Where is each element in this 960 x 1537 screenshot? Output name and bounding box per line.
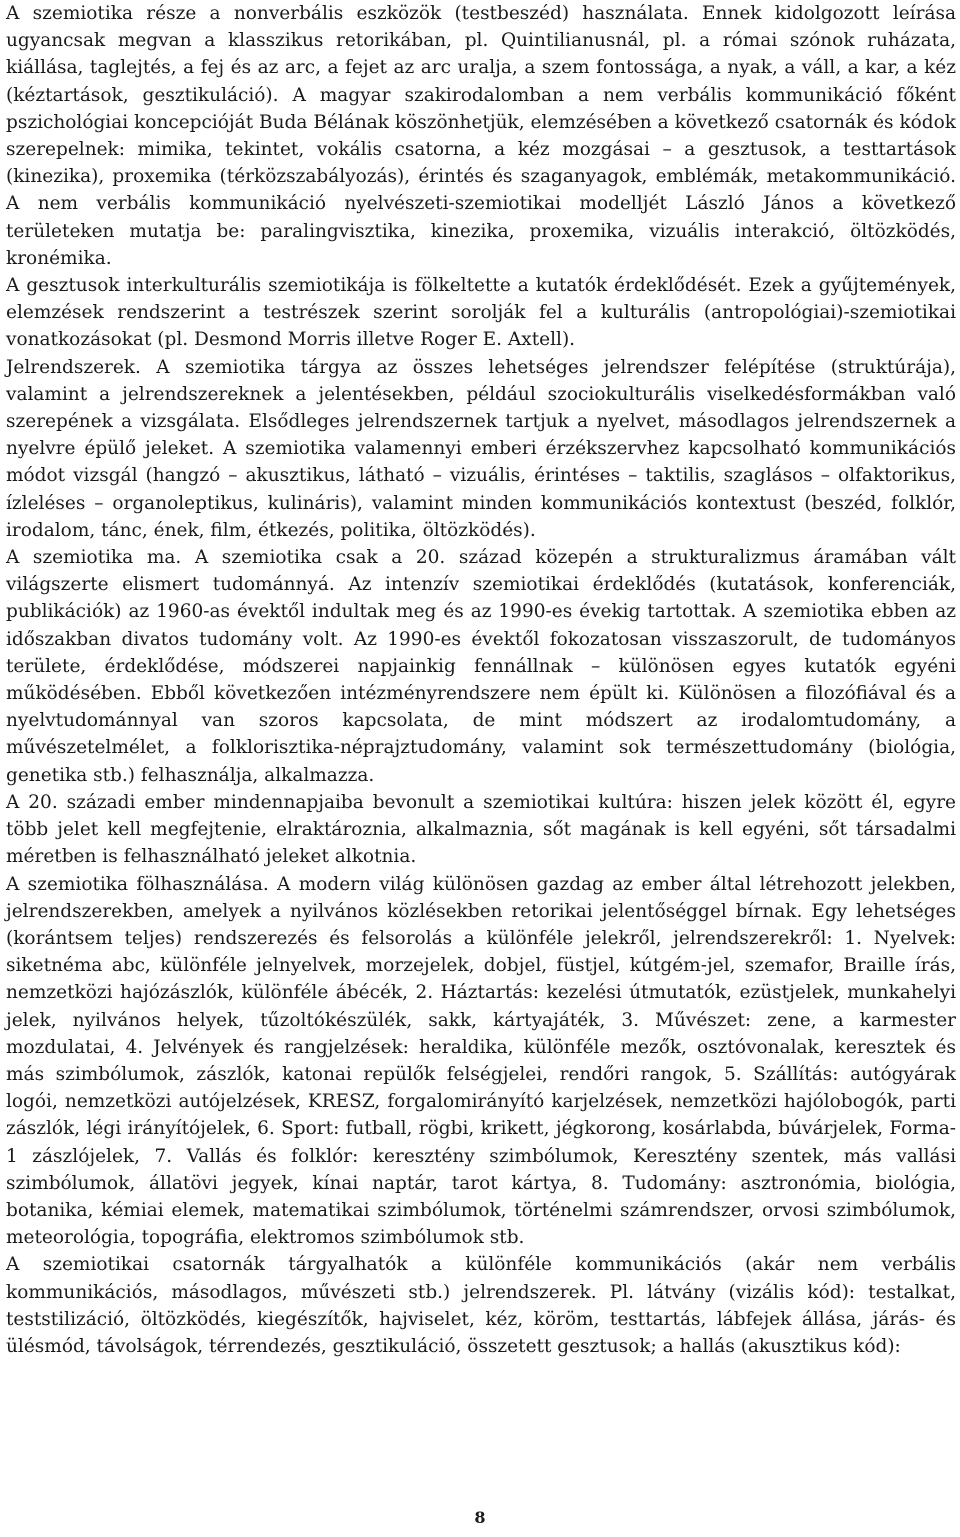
paragraph-gestures: A gesztusok interkulturális szemiotikája is fölkeltette a kutatók érdeklődését. Ezek a gyűjtemények, elemzések rendszerint a testrészek szerint sorolják fel a kulturális (antropológiai)-szemiotikai vonatkozásokat (pl. Desmond Morris illetve Roger E. Axtell). [6, 275, 956, 351]
paragraph-semiotics-today: A szemiotika ma. A szemiotika csak a 20. század közepén a strukturalizmus áramában vált világszerte elismert tudománnyá. Az intenzív szemiotikai érdeklődés (kutatások, konferenciák, publikációk) az 1960-as évektől indultak meg és az 1990-es évekig tartottak. A szemiotika ebben az időszakban divatos tudomány volt. Az 1990-es évektől fokozatosan visszaszorult, de tudományos területe, érdeklődése, módszerei napjainkig fennállnak – különösen egyes kutatók egyéni működésében. Ebből következően intézményrendszere nem épült ki. Különösen a filozófiával és a nyelvtudománnyal van szoros kapcsolata, de mint módszert az irodalomtudomány, a művészetelmélet, a folklorisztika-néprajztudomány, valamint sok természettudomány (biológia, genetika stb.) felhasználja, alkalmazza. [6, 547, 956, 786]
paragraph-uses-of-semiotics: A szemiotika fölhasználása. A modern világ különösen gazdag az ember által létrehozott jelekben, jelrendszerekben, amelyek a nyilvános közlésekben retorikai jelentőséggel bírnak. Egy lehetséges (korántsem teljes) rendszerezés és felsorolás a különféle jelekről, jelrendszerekről: 1. Nyelvek: siketnéma abc, különféle jelnyelvek, morzejelek, dobjel, füstjel, kútgém-jel, szemafor, Braille írás, nemzetközi hajózászlók, különféle ábécék, 2. Háztartás: kezelési útmutatók, ezüstjelek, munkahelyi jelek, nyilvános helyek, tűzoltókészülék, sakk, kártyajáték, 3. Művészet: zene, a karmester mozdulatai, 4. Jelvények és rangjelzések: heraldika, különféle mezők, osztóvonalak, keresztek és más szimbólumok, zászlók, katonai repülők felségjelei, rendőri rangok, 5. Szállítás: autógyárak logói, nemzetközi autójelzések, KRESZ, forgalomirányító karjelzések, nemzetközi hajólobogók, parti zászlók, légi irányítójelek, 6. Sport: futball, rögbi, krikett, jégkorong, kosárlabda, búvárjelek, Forma-1 zászlójelek, 7. Vallás és folklór: keresztény szimbólumok, Keresztény szentek, más vallási szimbólumok, állatövi jegyek, kínai naptár, tarot kártya, 8. Tudomány: asztronómia, biológia, botanika, kémiai elemek, matematikai szimbólumok, történelmi számrendszer, orvosi szimbólumok, meteorológia, topográfia, elektromos szimbólumok stb. [6, 873, 956, 1249]
paragraph-sign-systems: Jelrendszerek. A szemiotika tárgya az összes lehetséges jelrendszer felépítése (struktúrája), valamint a jelrendszereknek a jelentésekben, például szociokulturális viselkedésformákban való szerepének a vizsgálata. Elsődleges jelrendszernek tartjuk a nyelvet, másodlagos jelrendszernek a nyelvre épülő jeleket. A szemiotika valamennyi emberi érzékszervhez kapcsolható kommunikációs módot vizsgál (hangzó – akusztikus, látható – vizuális, érintéses – taktilis, szaglásos – olfaktorikus, ízleléses – organoleptikus, kulináris), valamint minden kommunikációs kontextust (beszéd, folklór, irodalom, tánc, ének, film, étkezés, politika, öltözködés). [6, 356, 956, 541]
document-body [6, 0, 956, 1360]
paragraph-20th-century: A 20. századi ember mindennapjaiba bevonult a szemiotikai kultúra: hiszen jelek között él, egyre több jelet kell megfejtenie, elraktároznia, alkalmaznia, sőt magának is kell egyéni, sőt társadalmi méretben is felhasználható jeleket alkotnia. [6, 791, 956, 868]
paragraph-nonverbal: A szemiotika része a nonverbális eszközök (testbeszéd) használata. Ennek kidolgozott leírása ugyancsak megvan a klasszikus retorikában, pl. Quintilianusnál, pl. a római szónok ruházata, kiállása, taglejtés, a fej és az arc, a fejet az arc uralja, a szem fontossága, a nyak, a váll, a kar, a kéz (kéztartások, gesztikuláció). A magyar szakirodalomban a nem verbális kommunikáció főként pszichológiai koncepcióját Buda Bélának köszönhetjük, elemzésében a következő csatornák és kódok szerepelnek: mimika, tekintet, vokális csatorna, a kéz mozgásai – a gesztusok, a testtartások (kinezika), proxemika (térközszabályozás), érintés és szaganyagok, emblémák, metakommunikáció. A nem verbális kommunikáció nyelvészeti-szemiotikai modelljét László János a következő területeken mutatja be: paralingvisztika, kinezika, proxemika, vizuális interakció, öltözködés, kronémika. [6, 3, 956, 269]
paragraph-semiotic-channels: A szemiotikai csatornák tárgyalhatók a különféle kommunikációs (akár nem verbális kommunikációs, másodlagos, művészeti stb.) jelrendszerek. Pl. látvány (vizális kód): testalkat, teststilizáció, öltözködés, kiegészítők, hajviselet, kéz, köröm, testtartás, lábfejek állása, járás- és ülésmód, távolságok, térrendezés, gesztikuláció, összetett gesztusok; a hallás (akusztikus kód): [6, 1254, 956, 1357]
page-number: 8 [474, 1508, 486, 1527]
